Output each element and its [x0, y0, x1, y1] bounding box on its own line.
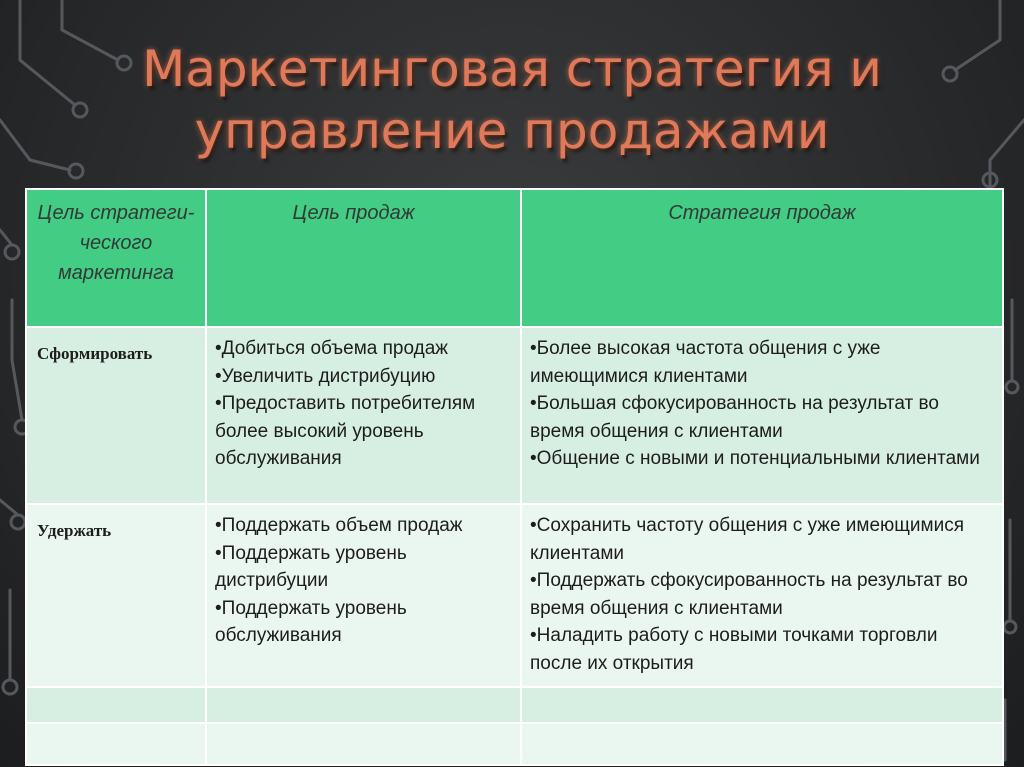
empty-cell	[521, 723, 1003, 765]
strategies-cell	[521, 504, 1003, 687]
table-row-empty	[26, 723, 1003, 765]
empty-cell	[26, 687, 206, 723]
list-item: • Поддержать уровень обслуживания	[215, 595, 512, 650]
table-row-empty	[26, 687, 1003, 723]
list-item: • Увеличить дистрибуцию	[215, 363, 512, 391]
table-row	[26, 504, 1003, 687]
table-header-row	[26, 189, 1003, 327]
header-strategic-marketing-goal: Цель стратеги-ческого маркетинга	[26, 189, 206, 327]
strategy-table	[25, 188, 1004, 766]
list-item: • Наладить работу с новыми точками торговли после их открытия	[530, 622, 994, 677]
empty-cell	[521, 687, 1003, 723]
slide-title-line-2: управление продажами	[194, 102, 830, 160]
table-row	[26, 327, 1003, 504]
slide-title-line-1: Маркетинговая стратегия и	[142, 40, 882, 98]
header-sales-strategy: Стратегия продаж	[521, 189, 1003, 327]
slide-title	[0, 38, 1024, 162]
sales-goals-cell	[206, 504, 521, 687]
list-item: • Поддержать сфокусированность на результат во время общения с клиентами	[530, 567, 994, 622]
list-item: • Сохранить частоту общения с уже имеющимися клиентами	[530, 512, 994, 567]
list-item: • Предоставить потребителям более высокий уровень обслуживания	[215, 390, 512, 473]
strategies-cell	[521, 327, 1003, 504]
empty-cell	[206, 687, 521, 723]
list-item: • Поддержать уровень дистрибуции	[215, 540, 512, 595]
list-item: • Поддержать объем продаж	[215, 512, 512, 540]
list-item: • Общение с новыми и потенциальными клиентами	[530, 445, 994, 473]
header-sales-goal: Цель продаж	[206, 189, 521, 327]
list-item: • Более высокая частота общения с уже имеющимися клиентами	[530, 335, 994, 390]
empty-cell	[26, 723, 206, 765]
list-item: • Большая сфокусированность на результат во время общения с клиентами	[530, 390, 994, 445]
sales-goals-cell	[206, 327, 521, 504]
list-item: • Добиться объема продаж	[215, 335, 512, 363]
goal-cell: Удержать	[26, 504, 206, 687]
goal-cell: Сформировать	[26, 327, 206, 504]
empty-cell	[206, 723, 521, 765]
